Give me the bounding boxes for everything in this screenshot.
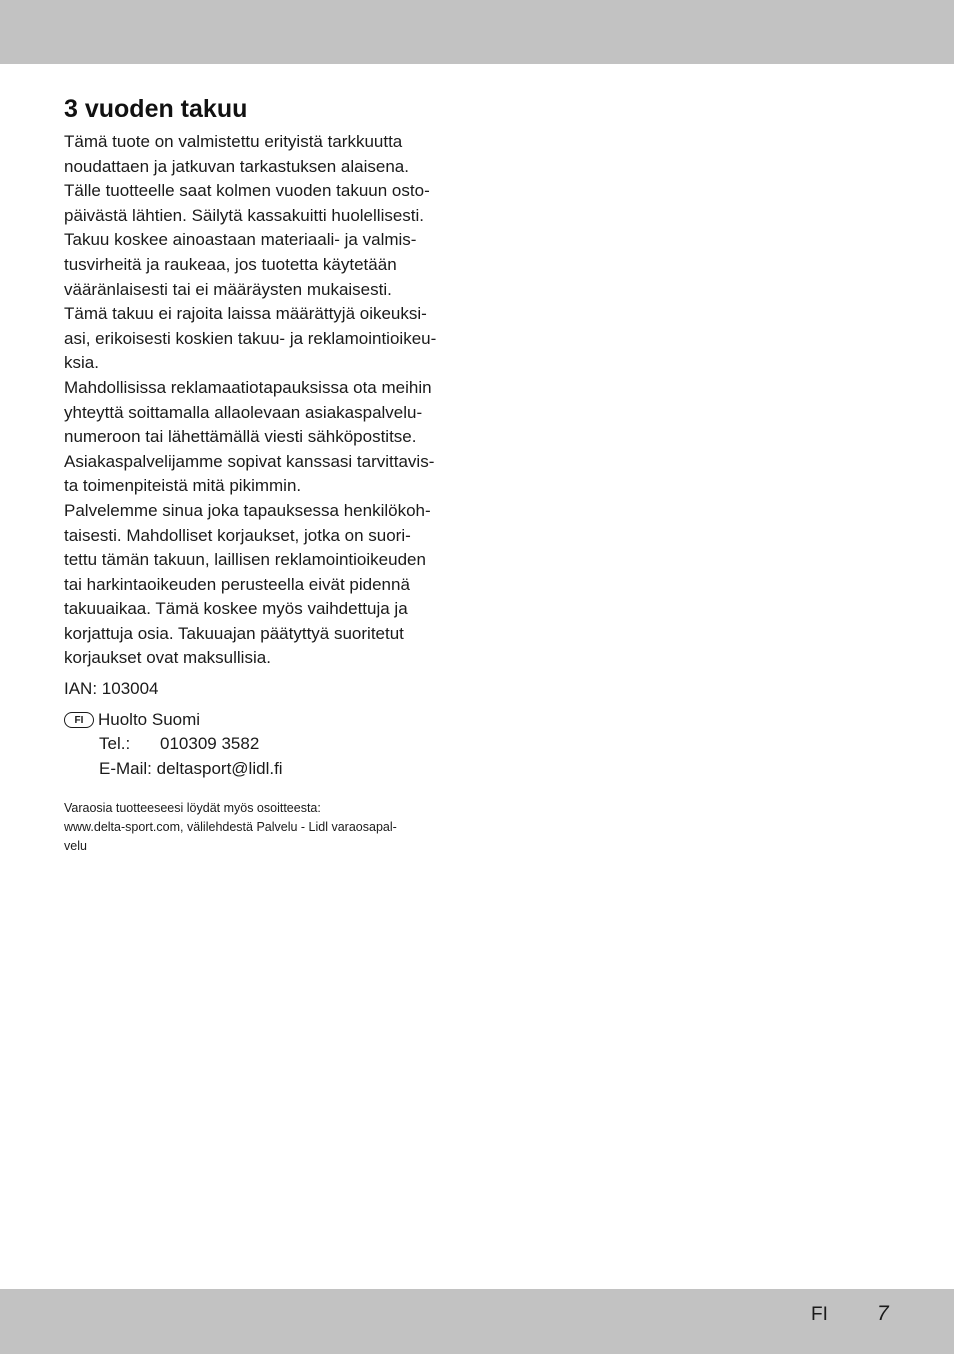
- body-line: ksia.: [64, 353, 99, 373]
- body-line: Palvelemme sinua joka tapauksessa henkilökoh-: [64, 500, 431, 520]
- body-line: päivästä lähtien. Säilytä kassakuitti huolellisesti.: [64, 205, 425, 225]
- body-line: ta toimenpiteistä mitä pikimmin.: [64, 476, 302, 496]
- note-line: www.delta-sport.com, välilehdestä Palvelu - Lidl varaosapal-: [64, 820, 397, 835]
- body-line: vääränlaisesti tai ei määräysten mukaisesti.: [64, 279, 392, 299]
- body-line: tettu tämän takuun, laillisen reklamointioikeuden: [64, 550, 426, 570]
- body-line: Asiakaspalvelijamme sopivat kanssasi tarvittavis-: [64, 451, 435, 471]
- warranty-body: [64, 130, 459, 671]
- spare-parts-note: [64, 799, 459, 856]
- body-line: Tämä takuu ei rajoita laissa määrättyjä oikeuksi-: [64, 304, 427, 324]
- note-line: velu: [64, 839, 87, 854]
- country-badge-icon: FI: [64, 712, 94, 728]
- service-name-row: [64, 708, 459, 733]
- body-line: korjaukset ovat maksullisia.: [64, 648, 271, 668]
- body-line: Takuu koskee ainoastaan materiaali- ja valmis-: [64, 230, 417, 250]
- page-number: 7: [877, 1302, 889, 1325]
- body-line: noudattaen ja jatkuvan tarkastuksen alaisena.: [64, 156, 409, 176]
- body-line: takuuaikaa. Tämä koskee myös vaihdettuja ja: [64, 599, 408, 619]
- body-line: yhteyttä soittamalla allaolevaan asiakaspalvelu-: [64, 402, 423, 422]
- service-phone-row: [64, 732, 459, 757]
- footer-language: FI: [811, 1304, 828, 1325]
- body-line: taisesti. Mahdolliset korjaukset, jotka on suori-: [64, 525, 411, 545]
- body-line: Tämä tuote on valmistettu erityistä tarkkuutta: [64, 132, 403, 151]
- body-line: tusvirheitä ja raukeaa, jos tuotetta käytetään: [64, 254, 397, 274]
- email-address: deltasport@lidl.fi: [156, 758, 283, 778]
- email-label: E-Mail:: [99, 758, 152, 778]
- warranty-section: [64, 93, 459, 856]
- body-line: tai harkintaoikeuden perusteella eivät pidennä: [64, 574, 410, 594]
- service-name: Huolto Suomi: [98, 709, 201, 729]
- phone-number: 010309 3582: [160, 734, 260, 754]
- body-line: korjattuja osia. Takuuajan päätyttyä suoritetut: [64, 623, 404, 643]
- body-line: Mahdollisissa reklamaatiotapauksissa ota meihin: [64, 377, 432, 397]
- note-line: Varaosia tuotteeseesi löydät myös osoitteesta:: [64, 801, 321, 816]
- page-title: 3 vuoden takuu: [64, 95, 248, 123]
- body-line: asi, erikoisesti koskien takuu- ja reklamointioikeu-: [64, 328, 437, 348]
- service-email-row: [64, 757, 459, 782]
- service-contact: [64, 708, 459, 782]
- phone-label: Tel.:: [99, 734, 131, 754]
- header-band: [0, 0, 954, 64]
- ian-number: IAN: 103004: [64, 679, 159, 699]
- body-line: numeroon tai lähettämällä viesti sähköpostitse.: [64, 427, 417, 447]
- body-line: Tälle tuotteelle saat kolmen vuoden takuun osto-: [64, 181, 430, 201]
